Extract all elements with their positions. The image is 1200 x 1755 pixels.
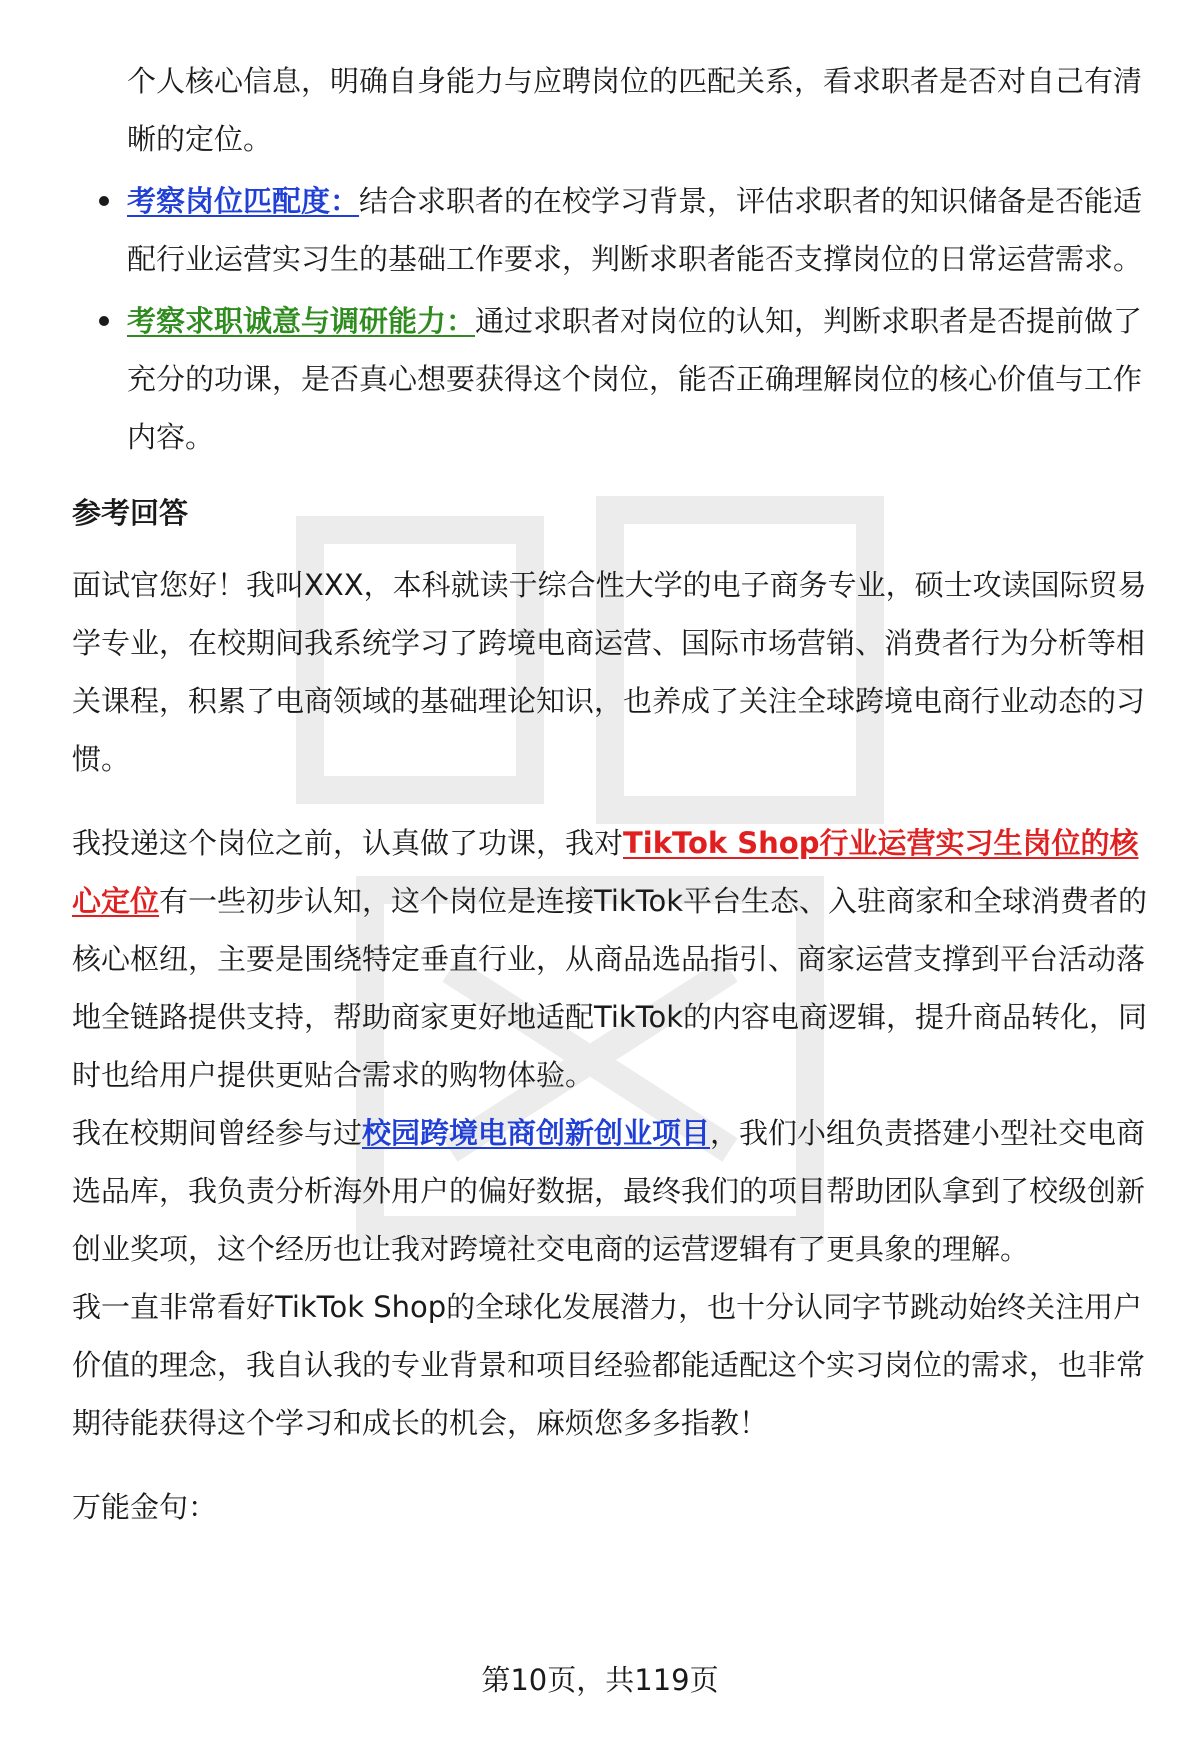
criteria-list (72, 172, 1152, 466)
page-number-footer: 第10页，共119页 (481, 1663, 719, 1697)
list-item (72, 172, 1152, 288)
intro-continuation: 个人核心信息，明确自身能力与应聘岗位的匹配关系，看求职者是否对自己有清晰的定位。 (127, 64, 1143, 156)
answer-p3-highlight: 校园跨境电商创新创业项目 (362, 1116, 711, 1150)
answer-paragraph-2 (72, 814, 1152, 1104)
answer-p2-highlight: TikTok Shop行业运营实习生岗位的核心定位 (72, 826, 1139, 918)
answer-paragraph-3 (72, 1104, 1152, 1278)
answer-p2-after: 有一些初步认知，这个岗位是连接TikTok平台生态、入驻商家和全球消费者的核心枢纽，主要是围绕特定垂直行业，从商品选品指引、商家运营支撑到平台活动落地全链路提供支持，帮助商家更好地适配TikTok的内容电商逻辑，提升商品转化，同时也给用户提供更贴合需求的购物体验。 (72, 884, 1148, 1092)
criterion-text-job-match: 结合求职者的在校学习背景，评估求职者的知识储备是否能适配行业运营实习生的基础工作要求，判断求职者能否支撑岗位的日常运营需求。 (127, 184, 1143, 276)
section-heading-reference-answer: 参考回答 (72, 496, 189, 530)
answer-paragraph-1: 面试官您好！我叫XXX，本科就读于综合性大学的电子商务专业，硕士攻读国际贸易学专业，在校期间我系统学习了跨境电商运营、国际市场营销、消费者行为分析等相关课程，积累了电商领域的基础理论知识，也养成了关注全球跨境电商行业动态的习惯。 (72, 568, 1147, 776)
list-item (72, 292, 1152, 466)
answer-p3-before: 我在校期间曾经参与过 (72, 1116, 363, 1150)
answer-paragraph-4: 我一直非常看好TikTok Shop的全球化发展潜力，也十分认同字节跳动始终关注用户价值的理念，我自认我的专业背景和项目经验都能适配这个实习岗位的需求，也非常期待能获得这个学习和成长的机会，麻烦您多多指教！ (72, 1290, 1146, 1440)
document-body (72, 52, 1152, 1536)
criterion-label-job-match: 考察岗位匹配度： (127, 184, 360, 218)
golden-sentence-label: 万能金句： (72, 1490, 218, 1524)
answer-p3-after: ，我们小组负责搭建小型社交电商选品库，我负责分析海外用户的偏好数据，最终我们的项目帮助团队拿到了校级创新创业奖项，这个经历也让我对跨境社交电商的运营逻辑有了更具象的理解。 (72, 1116, 1146, 1266)
answer-p2-before: 我投递这个岗位之前，认真做了功课，我对 (72, 826, 624, 860)
criterion-text-sincerity: 通过求职者对岗位的认知，判断求职者是否提前做了充分的功课，是否真心想要获得这个岗位，能否正确理解岗位的核心价值与工作内容。 (127, 304, 1143, 454)
criterion-label-sincerity: 考察求职诚意与调研能力： (127, 304, 476, 338)
